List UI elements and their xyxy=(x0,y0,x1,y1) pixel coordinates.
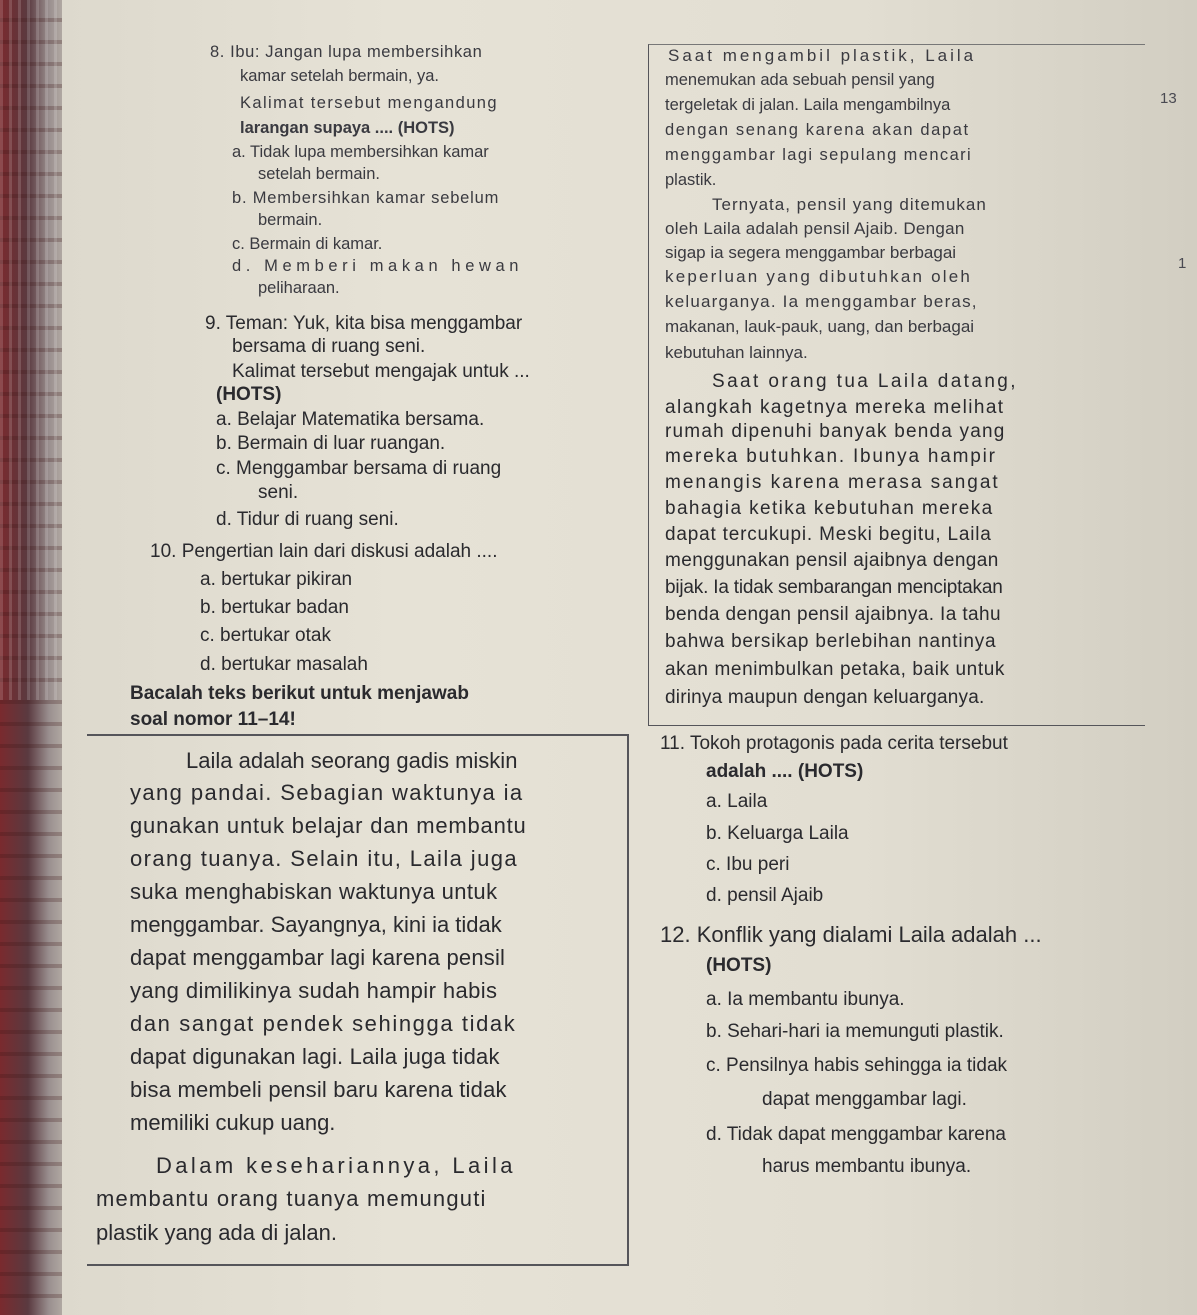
story-line: plastik yang ada di jalan. xyxy=(96,1220,337,1245)
story-line: makanan, lauk-pauk, uang, dan berbagai xyxy=(665,317,975,336)
story-line: dirinya maupun dengan keluarganya. xyxy=(665,687,985,708)
option-c: c. bertukar otak xyxy=(200,625,331,646)
option-d: d. bertukar masalah xyxy=(200,654,368,675)
question-line: 8. Ibu: Jangan lupa membersihkan xyxy=(210,43,483,61)
story-line: menggambar lagi sepulang mencari xyxy=(665,146,973,164)
question-line: 10. Pengertian lain dari diskusi adalah .... xyxy=(150,541,498,562)
option-c: c. Menggambar bersama di ruang xyxy=(216,458,502,479)
story-line: bijak. Ia tidak sembarangan menciptakan xyxy=(665,577,1003,598)
story-line: orang tuanya. Selain itu, Laila juga xyxy=(130,846,518,871)
option-a-cont: setelah bermain. xyxy=(258,165,380,183)
story-line: dapat menggambar lagi karena pensil xyxy=(130,945,506,970)
question-line: adalah .... (HOTS) xyxy=(706,761,864,782)
story-line: keluarganya. Ia menggambar beras, xyxy=(665,292,978,311)
story-line: bahwa bersikap berlebihan nantinya xyxy=(665,631,997,652)
option-a: a. Laila xyxy=(706,791,768,812)
option-d: d. Tidak dapat menggambar karena xyxy=(706,1124,1006,1145)
option-d-cont: peliharaan. xyxy=(258,279,340,297)
option-b: b. Bermain di luar ruangan. xyxy=(216,433,446,454)
page-number: 13 xyxy=(1160,90,1177,107)
story-line: alangkah kagetnya mereka melihat xyxy=(665,397,1005,418)
question-line: 11. Tokoh protagonis pada cerita tersebut xyxy=(660,733,1008,754)
margin-mark: 1 xyxy=(1178,255,1187,272)
story-line: Ternyata, pensil yang ditemukan xyxy=(712,195,987,214)
story-line: rumah dipenuhi banyak benda yang xyxy=(665,421,1006,442)
story-line: yang dimilikinya sudah hampir habis xyxy=(130,978,498,1003)
question-line: 12. Konflik yang dialami Laila adalah ... xyxy=(660,922,1042,947)
story-line: Saat mengambil plastik, Laila xyxy=(668,46,977,65)
option-c: c. Bermain di kamar. xyxy=(232,235,383,253)
question-line: (HOTS) xyxy=(706,955,772,976)
option-d: d. Tidur di ruang seni. xyxy=(216,509,399,530)
question-line: bersama di ruang seni. xyxy=(232,336,426,357)
option-a: a. Tidak lupa membersihkan kamar xyxy=(232,143,489,161)
story-line: benda dengan pensil ajaibnya. Ia tahu xyxy=(665,604,1001,625)
story-line: plastik. xyxy=(665,171,717,189)
option-c: c. Pensilnya habis sehingga ia tidak xyxy=(706,1055,1008,1076)
story-line: dapat digunakan lagi. Laila juga tidak xyxy=(130,1044,500,1069)
option-c-cont: seni. xyxy=(258,482,299,503)
option-b: b. Sehari-hari ia memunguti plastik. xyxy=(706,1021,1004,1042)
story-line: dapat tercukupi. Meski begitu, Laila xyxy=(665,524,992,545)
option-b: b. Keluarga Laila xyxy=(706,823,849,844)
option-d-cont: harus membantu ibunya. xyxy=(762,1156,972,1177)
option-c: c. Ibu peri xyxy=(706,854,790,875)
option-a: a. Ia membantu ibunya. xyxy=(706,989,905,1010)
option-a: a. bertukar pikiran xyxy=(200,569,353,590)
option-a: a. Belajar Matematika bersama. xyxy=(216,409,485,430)
story-line: gunakan untuk belajar dan membantu xyxy=(130,813,527,838)
story-line: menggunakan pensil ajaibnya dengan xyxy=(665,550,999,571)
instruction-line: soal nomor 11–14! xyxy=(130,709,296,730)
instruction-line: Bacalah teks berikut untuk menjawab xyxy=(130,683,469,704)
question-line: 9. Teman: Yuk, kita bisa menggambar xyxy=(205,313,523,334)
story-line: mereka butuhkan. Ibunya hampir xyxy=(665,446,997,467)
story-line: dengan senang karena akan dapat xyxy=(665,121,970,139)
question-line: Kalimat tersebut mengandung xyxy=(240,94,498,112)
story-line: akan menimbulkan petaka, baik untuk xyxy=(665,659,1005,680)
story-line: oleh Laila adalah pensil Ajaib. Dengan xyxy=(665,219,965,238)
story-line: menemukan ada sebuah pensil yang xyxy=(665,71,935,89)
story-line: menangis karena merasa sangat xyxy=(665,472,1000,493)
option-b-cont: bermain. xyxy=(258,211,323,229)
story-line: Dalam kesehariannya, Laila xyxy=(156,1153,516,1178)
story-line: keperluan yang dibutuhkan oleh xyxy=(665,267,973,286)
story-line: tergeletak di jalan. Laila mengambilnya xyxy=(665,96,951,114)
story-line: Saat orang tua Laila datang, xyxy=(712,371,1018,392)
story-line: sigap ia segera menggambar berbagai xyxy=(665,243,957,262)
option-c-cont: dapat menggambar lagi. xyxy=(762,1089,967,1110)
story-line: memiliki cukup uang. xyxy=(130,1110,336,1135)
story-line: membantu orang tuanya memunguti xyxy=(96,1186,487,1211)
story-line: Laila adalah seorang gadis miskin xyxy=(186,748,518,773)
question-line: larangan supaya .... (HOTS) xyxy=(240,119,455,137)
question-line: (HOTS) xyxy=(216,384,282,405)
story-line: menggambar. Sayangnya, kini ia tidak xyxy=(130,912,502,937)
story-line: suka menghabiskan waktunya untuk xyxy=(130,879,498,904)
question-line: Kalimat tersebut mengajak untuk ... xyxy=(232,361,530,382)
story-line: yang pandai. Sebagian waktunya ia xyxy=(130,780,524,805)
option-d: d. pensil Ajaib xyxy=(706,885,824,906)
question-line: kamar setelah bermain, ya. xyxy=(240,67,440,85)
story-line: bisa membeli pensil baru karena tidak xyxy=(130,1077,507,1102)
story-line: dan sangat pendek sehingga tidak xyxy=(130,1011,517,1036)
story-line: kebutuhan lainnya. xyxy=(665,343,808,362)
fabric-background xyxy=(0,0,70,1315)
story-line: bahagia ketika kebutuhan mereka xyxy=(665,498,994,519)
option-b: b. Membersihkan kamar sebelum xyxy=(232,189,500,207)
option-b: b. bertukar badan xyxy=(200,597,349,618)
option-d: d. Memberi makan hewan xyxy=(232,257,524,275)
